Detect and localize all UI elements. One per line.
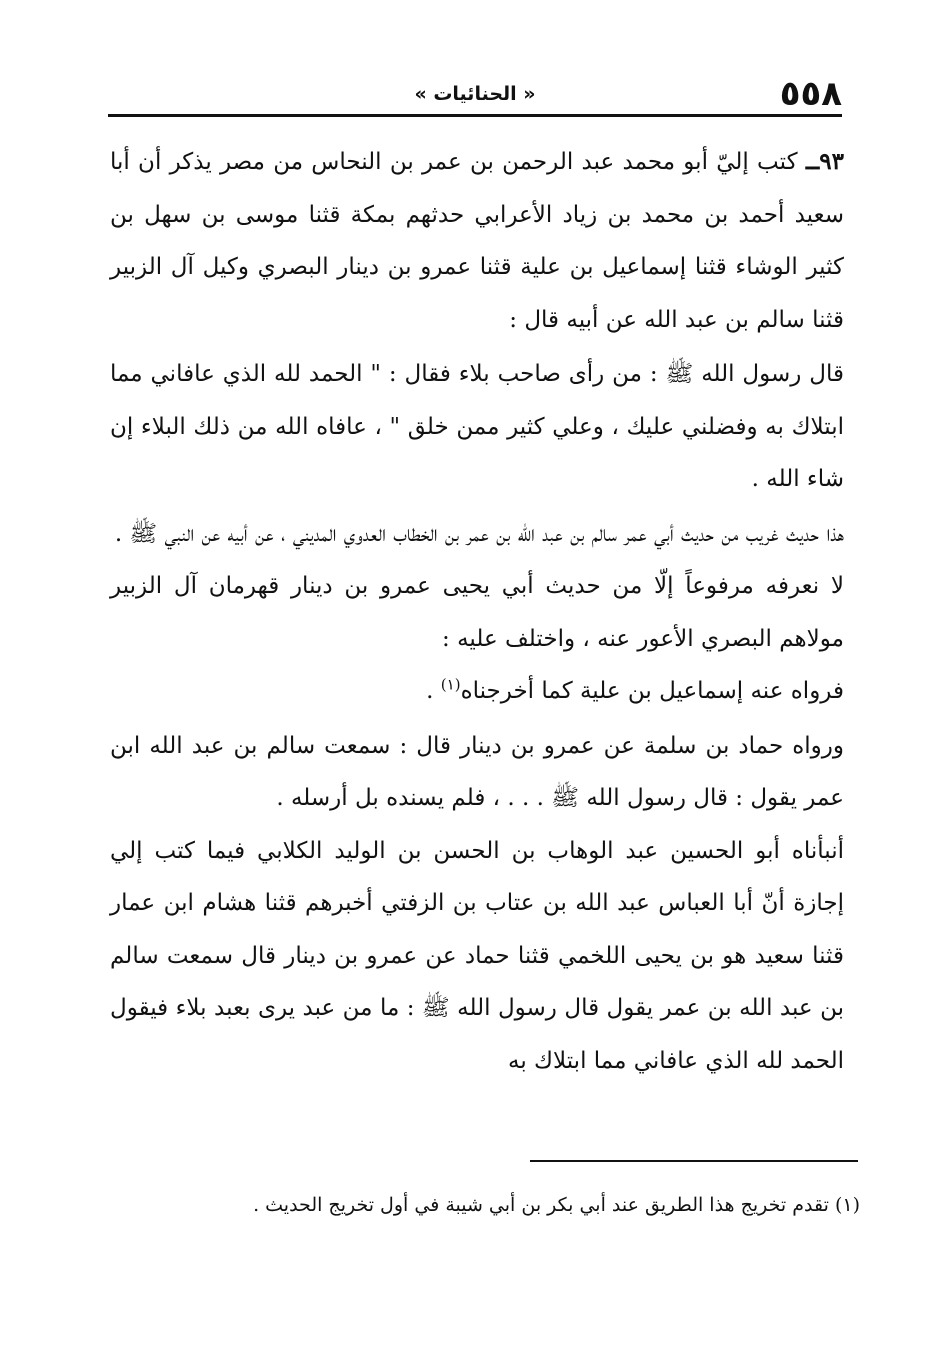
page-header [108, 66, 842, 116]
page-number: ٥٥٨ [779, 74, 842, 114]
footnote-reference: (١) [440, 675, 461, 694]
paragraph-isnad [110, 136, 844, 346]
footnote [150, 1190, 860, 1220]
footnote-marker: (١) [834, 1194, 860, 1216]
footnote-rule [530, 1160, 858, 1162]
paragraph-riwaya [110, 665, 844, 718]
paragraph-riwaya-end: . [426, 678, 441, 704]
paragraph-anba: أنبأناه أبو الحسين عبد الوهاب بن الحسن بن الوليد الكلابي فيما كتب إلي إجازة أنّ أبا العباس عبد الله بن عتاب بن الزفتي أخبرهم قثنا هشام ابن عمار قثنا سعيد هو بن يحيى اللخمي قثنا حماد عن عمرو بن دينار قال سمعت سالم بن عبد الله بن عمر يقول قال رسول الله ﷺ : ما من عبد يرى بعبد بلاء فيقول الحمد لله الذي عافاني مما ابتلاك به [110, 837, 844, 1074]
paragraph-isnad-text: كتب إليّ أبو محمد عبد الرحمن بن عمر بن النحاس من مصر يذكر أن أبا سعيد أحمد بن محمد بن زياد الأعرابي حدثهم بمكة قثنا موسى بن سهل بن كثير الوشاء قثنا إسماعيل بن علية قثنا عمرو بن دينار البصري وكيل آل الزبير قثنا سالم بن عبد الله عن أبيه قال : [110, 149, 844, 333]
paragraph-marfu: لا نعرفه مرفوعاً إلّا من حديث أبي يحيى عمرو بن دينار قهرمان آل الزبير مولاهم البصري الأعور عنه ، واختلف عليه : [110, 573, 844, 652]
paragraph-matn: قال رسول الله ﷺ : من رأى صاحب بلاء فقال : " الحمد لله الذي عافاني مما ابتلاك به وفضلني عليك ، وعلي كثير ممن خلق " ، عافاه الله من ذلك البلاء إن شاء الله . [110, 361, 844, 492]
header-rule [108, 114, 842, 117]
footnote-text: تقدم تخريج هذا الطريق عند أبي بكر بن أبي شيبة في أول تخريج الحديث . [253, 1194, 829, 1216]
running-title: « الحنائيات » [414, 83, 536, 105]
paragraph-hammad: ورواه حماد بن سلمة عن عمرو بن دينار قال : سمعت سالم بن عبد الله ابن عمر يقول : قال رسول الله ﷺ . . . ، فلم يسنده بل أرسله . [110, 732, 844, 811]
paragraph-riwaya-text: فرواه عنه إسماعيل بن علية كما أخرجناه [460, 678, 844, 704]
hadith-number: ٩٣ــ [805, 148, 845, 175]
main-text [110, 136, 844, 1087]
paragraph-commentary: هذا حديث غريب من حديث أبي عمر سالم بن عبد الله بن عمر بن الخطاب العدوي المديني ، عن أبيه عن النبي ﷺ . [114, 520, 844, 547]
